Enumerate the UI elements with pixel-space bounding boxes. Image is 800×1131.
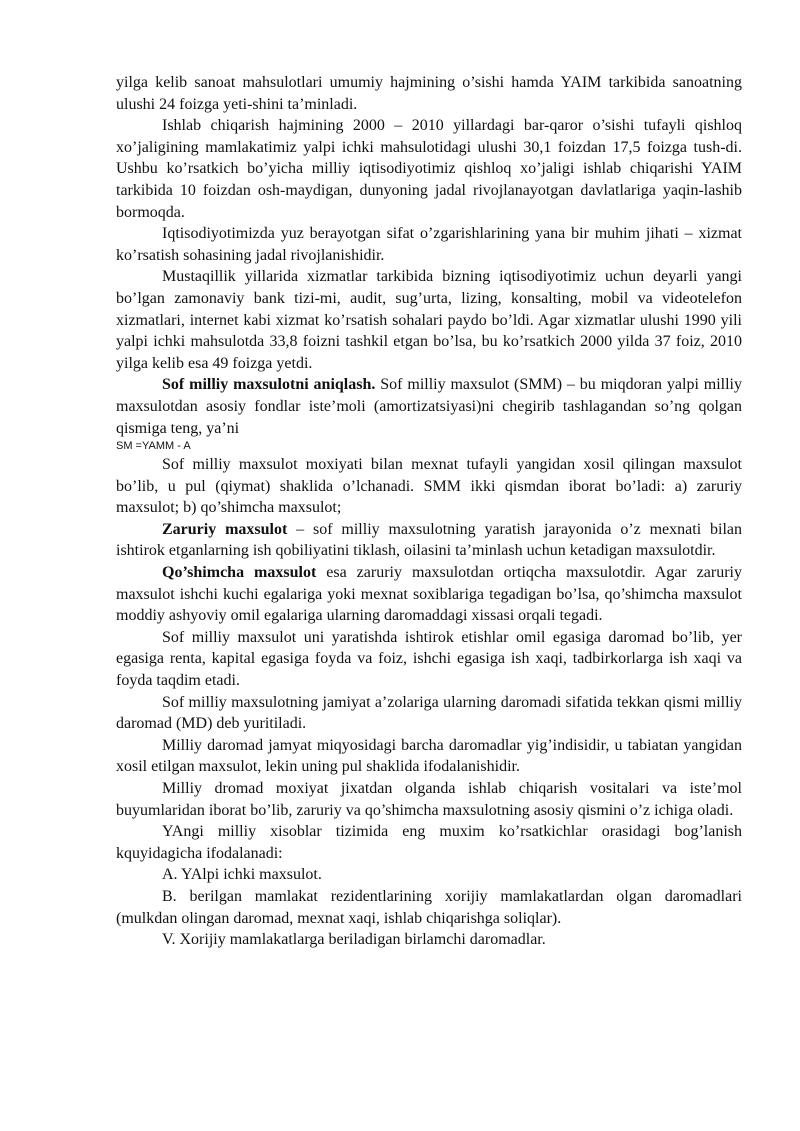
- paragraph-text: Milliy daromad jamyat miqyosidagi barcha daromadlar yig’indisidir, u tabiatan yangidan xosil etilgan maxsulot, lekin uning pul shaklida ifodalanishidir.: [116, 736, 742, 776]
- paragraph-1: [116, 72, 742, 115]
- list-item-text: B. berilgan mamlakat rezidentlarining xorijiy mamlakatlardan olgan daromadlari (mulkdan olingan daromad, mexnat xaqi, ishlab chiqarishga soliqlar).: [116, 887, 742, 927]
- paragraph-text: esa zaruriy maxsulotdan ortiqcha maxsulotdir. Agar zaruriy maxsulot ishchi kuchi egalariga yoki mexnat soxiblariga tegadigan bo’lsa, qo’shimcha maxsulot moddiy ashyoviy omil egalariga ularning daromaddagi xissasi orqali tegadi.: [116, 564, 742, 625]
- document-page: [116, 72, 742, 951]
- paragraph-12: [116, 778, 742, 821]
- paragraph-text: yilga kelib sanoat mahsulotlari umumiy hajmining o’sishi hamda YAIM tarkibida sanoatning ulushi 24 foizga yeti-shini ta’minladi.: [116, 74, 742, 113]
- paragraph-8: [116, 562, 742, 627]
- paragraph-4: [116, 266, 742, 374]
- list-item-a: [116, 864, 742, 886]
- formula-text: SM =YAMM - A: [116, 440, 191, 453]
- term-heading: Qo’shimcha maxsulot: [162, 564, 317, 582]
- list-item-b: [116, 886, 742, 929]
- list-item-v: [116, 929, 742, 951]
- paragraph-text: Sof milliy maxsulot uni yaratishda ishtirok etishlar omil egasiga daromad bo’lib, yer egasiga renta, kapital egasiga foyda va foiz, ishchi egasiga ish xaqi, tadbirkorlarga ish xaqi va foyda taqdim etadi.: [116, 628, 742, 690]
- paragraph-5: [116, 374, 742, 439]
- paragraph-text: Sof milliy maxsulot (SMM) – bu miqdoran yalpi milliy maxsulotdan asosiy fondlar iste’moli (amortizatsiyasi)ni chegirib tashlagandan so’ng qolgan qismiga teng, ya’ni: [116, 376, 742, 437]
- paragraph-text: Mustaqillik yillarida xizmatlar tarkibida bizning iqtisodiyotimiz uchun deyarli yangi bo’lgan zamonaviy bank tizi-mi, audit, sug’urta, lizing, konsalting, mobil va videotelefon xizmatlari, internet kabi xizmat ko’rsatish sohalari paydo bo’ldi. Agar xizmatlar ulushi 1990 yili yalpi ichki mahsulotda 33,8 foizni tashkil etgan bo’lsa, bu ko’rsatkich 2000 yilda 37 foiz, 2010 yilga kelib esa 49 foizga yetdi.: [116, 268, 742, 372]
- paragraph-7: [116, 519, 742, 562]
- paragraph-text: Sof milliy maxsulotning jamiyat a’zolariga ularning daromadi sifatida tekkan qismi milliy daromad (MD) deb yuritiladi.: [116, 693, 742, 733]
- paragraph-2: [116, 115, 742, 223]
- formula-line: [116, 439, 742, 454]
- list-item-text: V. Xorijiy mamlakatlarga beriladigan birlamchi daromadlar.: [162, 931, 546, 949]
- paragraph-text: Iqtisodiyotimizda yuz berayotgan sifat o’zgarishlarining yana bir muhim jihati – xizmat ko’rsatish sohasining jadal rivojlanishidir.: [116, 225, 742, 264]
- paragraph-3: [116, 223, 742, 266]
- term-heading: Sof milliy maxsulotni aniqlash.: [162, 376, 376, 394]
- paragraph-text: YAngi milliy xisoblar tizimida eng muxim ko’rsatkichlar orasidagi bog’lanish kquyidagicha ifodalanadi:: [116, 823, 742, 862]
- paragraph-text: Ishlab chiqarish hajmining 2000 – 2010 yillardagi bar-qaror o’sishi tufayli qishloq xo’jaligining mamlakatimiz yalpi ichki mahsulotidagi ulushi 30,1 foizdan 17,5 foizga tush-di. Ushbu ko’rsatkich bo’yicha milliy iqtisodiyotimiz qishloq xo’jaligi ishlab chiqarishi YAIM tarkibida 10 foizdan osh-maydigan, dunyoning jadal rivojlanayotgan davlatlariga yaqin-lashib bormoqda.: [116, 117, 742, 221]
- term-heading: Zaruriy maxsulot: [162, 520, 288, 538]
- paragraph-9: [116, 627, 742, 692]
- paragraph-text: – sof milliy maxsulotning yaratish jarayonida o’z mexnati bilan ishtirok etganlarning ish qobiliyatini tiklash, oilasini ta’minlash uchun ketadigan maxsulotdir.: [116, 520, 742, 560]
- paragraph-text: Sof milliy maxsulot moxiyati bilan mexnat tufayli yangidan xosil qilingan maxsulot bo’lib, u pul (qiymat) shaklida o’lchanadi. SMM ikki qismdan iborat bo’ladi: a) zaruriy maxsulot; b) qo’shimcha maxsulot;: [116, 456, 742, 517]
- paragraph-10: [116, 692, 742, 735]
- list-item-text: A. YAlpi ichki maxsulot.: [162, 866, 322, 884]
- paragraph-13: [116, 821, 742, 864]
- paragraph-11: [116, 735, 742, 778]
- paragraph-text: Milliy dromad moxiyat jixatdan olganda ishlab chiqarish vositalari va iste’mol buyumlaridan iborat bo’lib, zaruriy va qo’shimcha maxsulotning asosiy qismini o’z ichiga oladi.: [116, 780, 742, 819]
- paragraph-6: [116, 454, 742, 519]
